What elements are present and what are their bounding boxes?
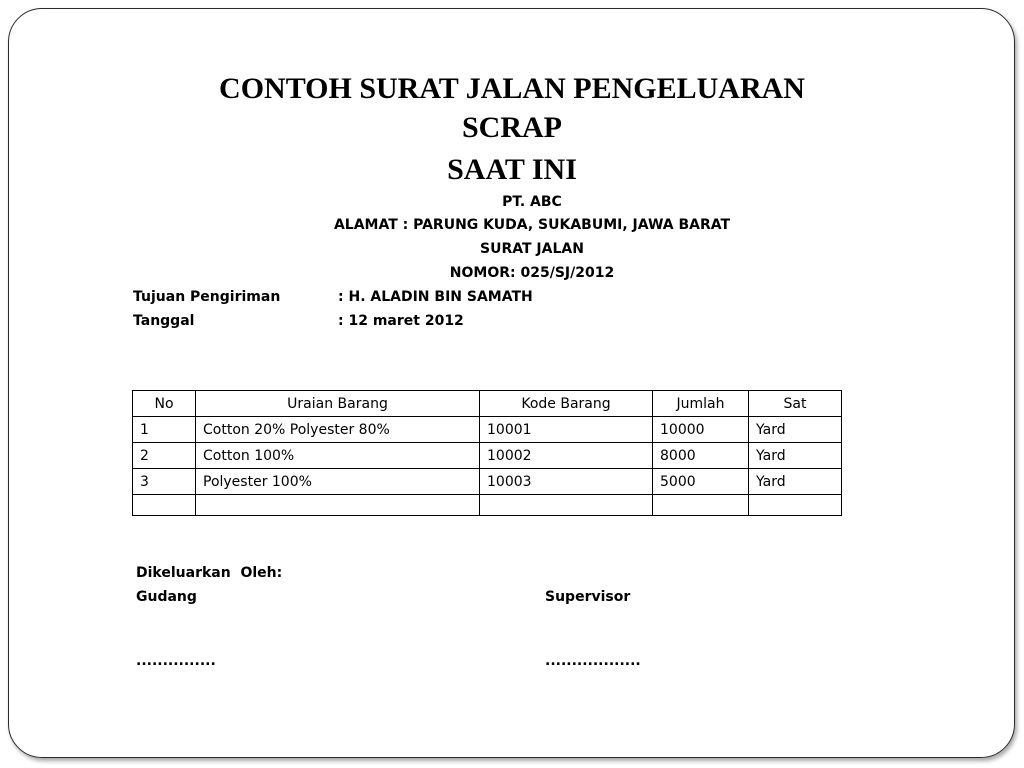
cell-description: Cotton 100% xyxy=(196,443,480,469)
table-header-row xyxy=(133,391,842,417)
table-row xyxy=(133,443,842,469)
company-address: ALAMAT : PARUNG KUDA, SUKABUMI, JAWA BARAT xyxy=(333,217,731,233)
cell-quantity: 8000 xyxy=(653,443,749,469)
cell-item-code: 10003 xyxy=(480,469,653,495)
header-item-code: Kode Barang xyxy=(480,391,653,417)
cell-item-code xyxy=(480,495,653,516)
table-row-empty xyxy=(133,495,842,516)
cell-description xyxy=(196,495,480,516)
title-line-1: CONTOH SURAT JALAN PENGELUARAN xyxy=(219,72,805,105)
cell-no: 2 xyxy=(133,443,196,469)
document-number: NOMOR: 025/SJ/2012 xyxy=(449,265,615,281)
title-line-2: SCRAP xyxy=(461,111,562,144)
cell-item-code: 10001 xyxy=(480,417,653,443)
header-no: No xyxy=(133,391,196,417)
cell-item-code: 10002 xyxy=(480,443,653,469)
cell-unit xyxy=(749,495,842,516)
cell-unit: Yard xyxy=(749,469,842,495)
header-unit: Sat xyxy=(749,391,842,417)
warehouse-signature-line: ............... xyxy=(136,653,216,669)
supervisor-role: Supervisor xyxy=(545,589,631,605)
document-type: SURAT JALAN xyxy=(480,241,584,257)
table-row xyxy=(133,469,842,495)
cell-quantity xyxy=(653,495,749,516)
date-label: Tanggal xyxy=(133,313,195,329)
cell-no: 1 xyxy=(133,417,196,443)
date-value: : 12 maret 2012 xyxy=(338,313,464,329)
warehouse-role: Gudang xyxy=(136,589,197,605)
cell-description: Cotton 20% Polyester 80% xyxy=(196,417,480,443)
header-description: Uraian Barang xyxy=(196,391,480,417)
issued-by-label: Dikeluarkan Oleh: xyxy=(136,565,283,581)
items-table xyxy=(132,390,842,516)
supervisor-signature-line: .................. xyxy=(545,653,641,669)
header-quantity: Jumlah xyxy=(653,391,749,417)
company-name: PT. ABC xyxy=(502,194,562,210)
cell-quantity: 5000 xyxy=(653,469,749,495)
cell-unit: Yard xyxy=(749,443,842,469)
cell-description: Polyester 100% xyxy=(196,469,480,495)
title-line-3: SAAT INI xyxy=(447,153,577,186)
cell-no xyxy=(133,495,196,516)
cell-no: 3 xyxy=(133,469,196,495)
cell-unit: Yard xyxy=(749,417,842,443)
cell-quantity: 10000 xyxy=(653,417,749,443)
table-row xyxy=(133,417,842,443)
destination-value: : H. ALADIN BIN SAMATH xyxy=(338,289,533,305)
destination-label: Tujuan Pengiriman xyxy=(133,289,281,305)
